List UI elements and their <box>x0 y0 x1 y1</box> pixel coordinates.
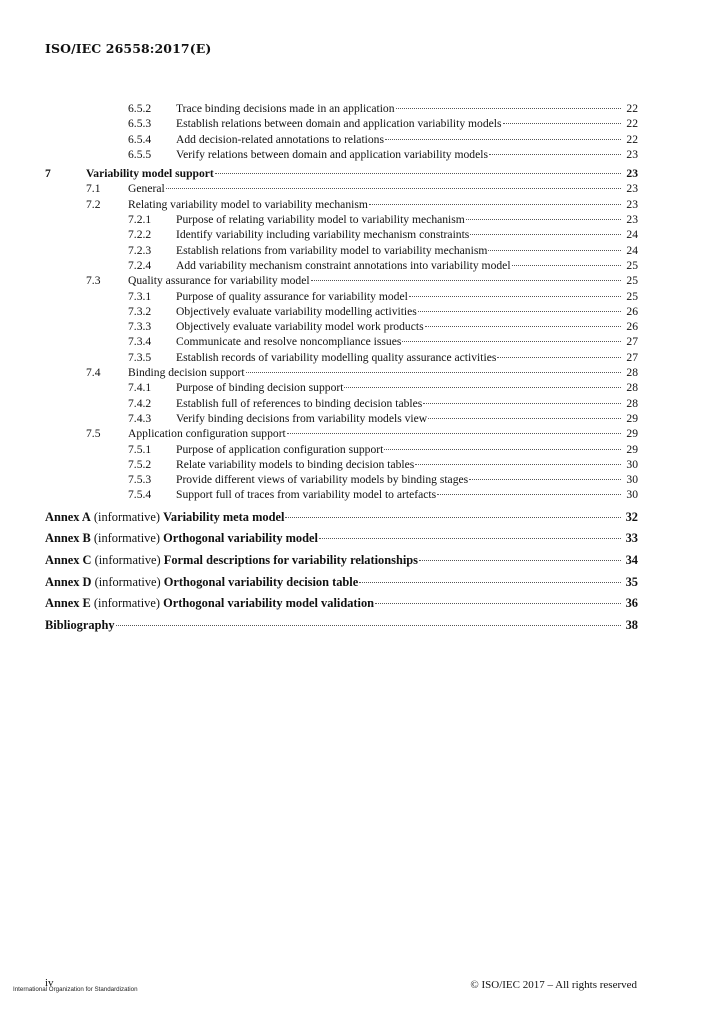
toc-entry-page: 24 <box>626 228 638 242</box>
toc-entry-title: General <box>128 182 165 196</box>
toc-entry-page: 29 <box>626 427 638 441</box>
annex-kind: (informative) <box>93 596 160 611</box>
annex-title: Orthogonal variability model validation <box>163 596 375 611</box>
toc-entry-number: 6.5.4 <box>128 132 152 146</box>
dot-leader <box>497 356 621 358</box>
toc-entry-title: Add decision-related annotations to relations <box>176 132 384 146</box>
toc-entry-title: Quality assurance for variability model <box>128 274 310 288</box>
dot-leader <box>469 478 621 480</box>
toc-entry-title: Objectively evaluate variability modelling activities <box>176 304 417 318</box>
toc-entry[interactable] <box>45 457 638 472</box>
toc-entry[interactable] <box>45 411 638 426</box>
toc-entry-page: 23 <box>626 213 638 227</box>
organization-watermark: International Organization for Standardization <box>13 986 138 993</box>
toc-entry[interactable] <box>45 380 638 395</box>
toc-entry-page: 30 <box>626 457 638 471</box>
toc-entry-title: Establish relations between domain and application variability models <box>176 117 502 131</box>
toc-entry[interactable] <box>45 289 638 304</box>
dot-leader <box>409 295 621 297</box>
toc-entry[interactable] <box>45 396 638 411</box>
toc-entry-title: Communicate and resolve noncompliance issues <box>176 335 402 349</box>
toc-entry[interactable] <box>45 350 638 365</box>
dot-leader <box>437 493 621 495</box>
annex-label: Annex D <box>45 574 92 589</box>
toc-entry-number: 7.3.3 <box>128 320 152 334</box>
dot-leader <box>488 249 621 251</box>
toc-entry-title: Purpose of application configuration support <box>176 442 384 456</box>
dot-leader <box>375 602 621 604</box>
toc-bibliography[interactable] <box>45 615 638 637</box>
toc-entry-page: 28 <box>626 396 638 410</box>
toc-entry-page: 25 <box>626 274 638 288</box>
toc-entry-number: 7.4.3 <box>128 411 152 425</box>
page-number: iv <box>45 977 54 989</box>
toc-entry[interactable] <box>45 365 638 380</box>
toc-entry-page: 24 <box>626 243 638 257</box>
toc-entry-page: 32 <box>625 509 638 524</box>
toc-entry-page: 23 <box>626 182 638 196</box>
toc-entry[interactable] <box>45 243 638 258</box>
toc-entry-number: 7.2.1 <box>128 213 152 227</box>
annex-label: Annex B <box>45 531 91 546</box>
dot-leader <box>396 107 621 109</box>
annex-kind: (informative) <box>93 509 160 524</box>
dot-leader <box>503 122 621 124</box>
toc-entry-page: 23 <box>626 197 638 211</box>
toc-entry[interactable] <box>45 147 638 162</box>
toc-entry-title: Verify binding decisions from variability models view <box>176 411 428 425</box>
dot-leader <box>344 386 621 388</box>
toc-entry-page: 22 <box>626 132 638 146</box>
toc-entry-page: 22 <box>626 117 638 131</box>
toc-entry-title: Add variability mechanism constraint annotations into variability model <box>176 258 511 272</box>
toc-entry-title: Relating variability model to variability mechanism <box>128 197 368 211</box>
toc-entry-page: 26 <box>626 320 638 334</box>
toc-entry-title: Provide different views of variability models by binding stages <box>176 473 469 487</box>
toc-entry-number: 6.5.2 <box>128 102 152 115</box>
toc-entry-number: 7 <box>45 167 51 181</box>
toc-entry-number: 7.2.3 <box>128 243 152 257</box>
dot-leader <box>319 537 621 539</box>
dot-leader <box>369 203 621 205</box>
toc-entry-title: Binding decision support <box>128 366 245 380</box>
toc-entry-page: 38 <box>625 618 638 633</box>
toc-annex-d[interactable] <box>45 572 638 594</box>
annex-title: Orthogonal variability model <box>163 531 318 546</box>
toc-entry[interactable] <box>45 132 638 147</box>
toc-entry-number: 7.3.2 <box>128 304 152 318</box>
toc-entry-number: 7.4 <box>86 366 101 380</box>
toc-annex-b[interactable] <box>45 528 638 550</box>
toc-entry-number: 6.5.5 <box>128 147 152 161</box>
toc-entry-number: 7.2.4 <box>128 258 152 272</box>
dot-leader <box>246 371 621 373</box>
annex-label: Annex A <box>45 509 91 524</box>
toc-entry-number: 7.5.4 <box>128 488 152 502</box>
dot-leader <box>215 172 621 174</box>
toc-entry-page: 29 <box>626 442 638 456</box>
dot-leader <box>470 233 621 235</box>
toc-annex-e[interactable] <box>45 593 638 615</box>
toc-entry-page: 30 <box>626 488 638 502</box>
toc-entry[interactable] <box>45 258 638 273</box>
toc-entry[interactable] <box>45 101 638 116</box>
toc-entry-page: 27 <box>626 350 638 364</box>
annex-kind: (informative) <box>93 531 160 546</box>
toc-entry-title: Identify variability including variability mechanism constraints <box>176 228 470 242</box>
toc-entry-page: 27 <box>626 335 638 349</box>
dot-leader <box>466 218 621 220</box>
dot-leader <box>402 340 621 342</box>
toc-entry-page: 25 <box>626 289 638 303</box>
dot-leader <box>311 279 621 281</box>
toc-entry-title: Support full of traces from variability model to artefacts <box>176 488 437 502</box>
toc-entry-page: 33 <box>625 531 638 546</box>
toc-entry-title: Purpose of binding decision support <box>176 381 344 395</box>
toc-entry-title: Objectively evaluate variability model work products <box>176 320 424 334</box>
toc-entry-title: Application configuration support <box>128 427 286 441</box>
toc-entry-number: 7.4.1 <box>128 381 152 395</box>
toc-entry-page: 36 <box>625 596 638 611</box>
dot-leader <box>287 432 621 434</box>
toc-entry-number: 7.1 <box>86 182 101 196</box>
table-of-contents <box>45 101 638 637</box>
annex-title: Formal descriptions for variability relationships <box>163 553 419 568</box>
dot-leader <box>385 138 621 140</box>
bibliography-title: Bibliography <box>45 618 115 633</box>
toc-entry-page: 34 <box>625 553 638 568</box>
toc-entry-page: 28 <box>626 366 638 380</box>
dot-leader <box>359 581 621 583</box>
toc-entry-page: 25 <box>626 258 638 272</box>
toc-entry-title: Establish records of variability modelling quality assurance activities <box>176 350 497 364</box>
toc-entry-page: 28 <box>626 381 638 395</box>
toc-entry[interactable] <box>45 116 638 131</box>
copyright-notice: © ISO/IEC 2017 – All rights reserved <box>470 979 637 991</box>
toc-entry[interactable] <box>45 181 638 196</box>
annex-title: Orthogonal variability decision table <box>163 574 359 589</box>
toc-entry[interactable] <box>45 442 638 457</box>
toc-entry-number: 7.4.2 <box>128 396 152 410</box>
toc-entry-title: Trace binding decisions made in an application <box>176 102 395 115</box>
toc-entry-number: 7.2.2 <box>128 228 152 242</box>
dot-leader <box>384 448 621 450</box>
document-id-header: ISO/IEC 26558:2017(E) <box>45 41 212 56</box>
toc-entry-title: Relate variability models to binding decision tables <box>176 457 415 471</box>
toc-entry-title: Purpose of quality assurance for variability model <box>176 289 408 303</box>
annex-kind: (informative) <box>94 553 161 568</box>
dot-leader <box>419 559 621 561</box>
toc-entry-title: Verify relations between domain and application variability models <box>176 147 488 161</box>
toc-entry[interactable] <box>45 273 638 288</box>
toc-entry-title: Purpose of relating variability model to variability mechanism <box>176 213 465 227</box>
toc-entry[interactable] <box>45 304 638 319</box>
toc-entry-title: Establish relations from variability model to variability mechanism <box>176 243 488 257</box>
dot-leader <box>166 187 621 189</box>
dot-leader <box>489 153 621 155</box>
dot-leader <box>425 325 621 327</box>
toc-entry-page: 23 <box>626 147 638 161</box>
toc-entry-number: 7.3.4 <box>128 335 152 349</box>
toc-entry-title: Variability model support <box>86 167 214 181</box>
dot-leader <box>418 310 621 312</box>
toc-entry[interactable] <box>45 472 638 487</box>
toc-entry-number: 7.3.5 <box>128 350 152 364</box>
annex-kind: (informative) <box>94 574 161 589</box>
toc-entry-number: 7.5.3 <box>128 473 152 487</box>
toc-annex-a[interactable] <box>45 507 638 529</box>
toc-entry[interactable] <box>45 212 638 227</box>
toc-entry[interactable] <box>45 426 638 441</box>
toc-entry-number: 6.5.3 <box>128 117 152 131</box>
dot-leader <box>423 402 621 404</box>
toc-entry-number: 7.2 <box>86 197 101 211</box>
toc-entry[interactable] <box>45 319 638 334</box>
toc-entry-page: 22 <box>626 102 638 115</box>
annex-label: Annex C <box>45 553 92 568</box>
toc-entry-page: 26 <box>626 304 638 318</box>
dot-leader <box>512 264 621 266</box>
toc-entry-page: 35 <box>625 574 638 589</box>
toc-entry[interactable] <box>45 487 638 502</box>
toc-entry-number: 7.5 <box>86 427 101 441</box>
toc-entry-number: 7.3 <box>86 274 101 288</box>
annex-label: Annex E <box>45 596 91 611</box>
toc-entry-number: 7.3.1 <box>128 289 152 303</box>
dot-leader <box>415 463 621 465</box>
toc-entry-page: 30 <box>626 473 638 487</box>
toc-entry[interactable] <box>45 334 638 349</box>
toc-entry-page: 29 <box>626 411 638 425</box>
toc-clause[interactable] <box>45 166 638 181</box>
toc-entry-page: 23 <box>626 167 638 181</box>
toc-entry-title: Establish full of references to binding decision tables <box>176 396 423 410</box>
toc-entry[interactable] <box>45 197 638 212</box>
dot-leader <box>116 624 621 626</box>
dot-leader <box>285 516 621 518</box>
toc-entry[interactable] <box>45 227 638 242</box>
toc-entry-number: 7.5.2 <box>128 457 152 471</box>
annex-title: Variability meta model <box>163 509 285 524</box>
dot-leader <box>428 417 621 419</box>
toc-entry-number: 7.5.1 <box>128 442 152 456</box>
toc-annex-c[interactable] <box>45 550 638 572</box>
